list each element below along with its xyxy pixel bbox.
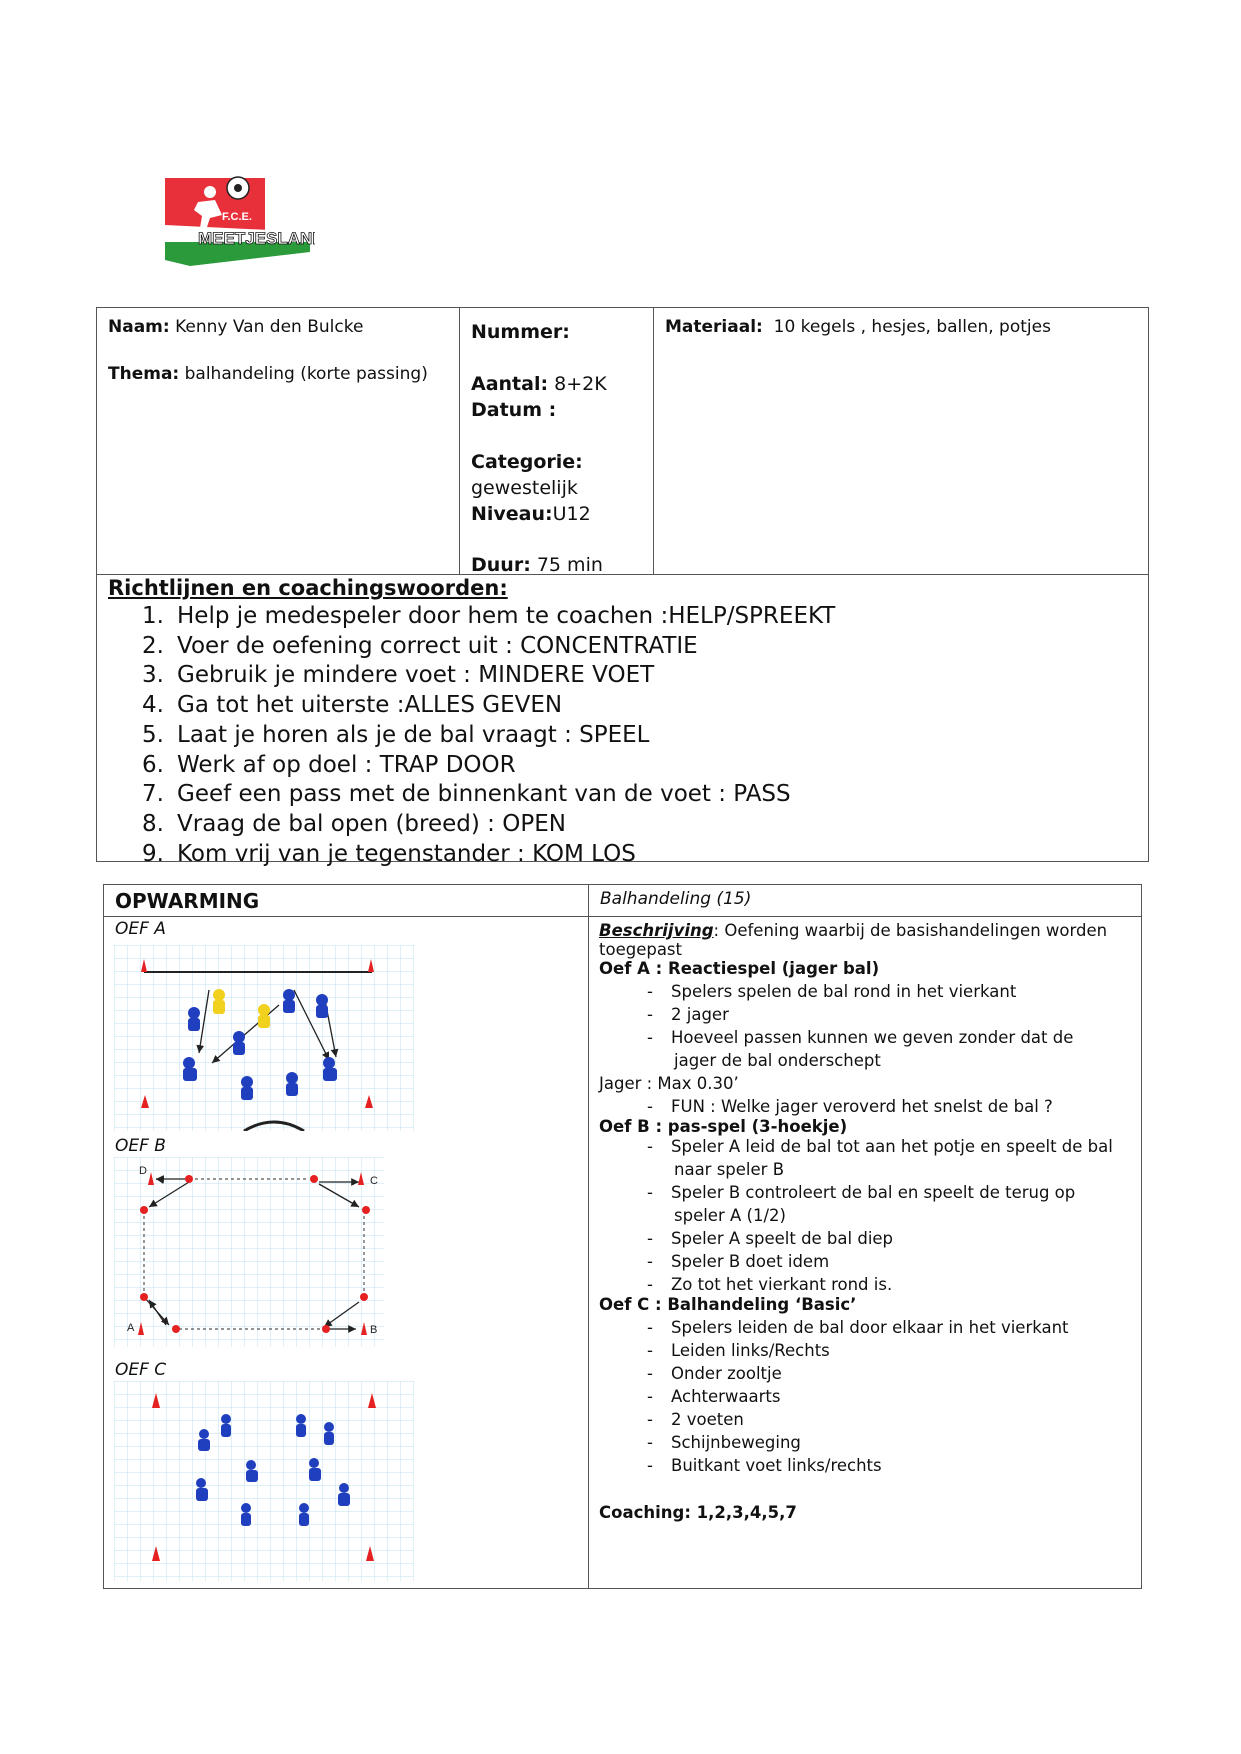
guidelines-title: Richtlijnen en coachingswoorden: [108,576,508,600]
list-item: - Hoeveel passen kunnen we geven zonder dat de [647,1028,1074,1047]
oef-a-title: Oef A : Reactiespel (jager bal) [599,959,880,978]
svg-text:A: A [127,1322,135,1334]
oef-c-title: Oef C : Balhandeling ‘Basic’ [599,1295,857,1314]
diagram-oef-b [114,1157,384,1351]
list-item-cont: jager de bal onderschept [674,1051,881,1070]
diagram-oef-a [114,945,414,1135]
description-intro-cont: toegepast [599,940,682,959]
list-item: - Achterwaarts [647,1387,781,1406]
list-item: 9. Kom vrij van je tegenstander : KOM LOS [142,840,636,867]
list-item: 2. Voer de oefening correct uit : CONCENTRATIE [142,632,698,659]
list-item: - Speler A leid de bal tot aan het potje en speelt de bal [647,1137,1113,1156]
list-item: 1. Help je medespeler door hem te coachen :HELP/SPREEKT [142,603,836,629]
club-logo [160,170,315,270]
warmup-subtitle: Balhandeling (15) [600,889,752,909]
oef-b-title: Oef B : pas-spel (3-hoekje) [599,1117,848,1136]
list-item: 8. Vraag de bal open (breed) : OPEN [142,810,566,837]
categorie-value: gewestelijk [471,477,578,499]
nummer-label: Nummer: [471,321,570,343]
list-item: 7. Geef een pass met de binnenkant van de voet : PASS [142,781,791,808]
coaching-note: Coaching: 1,2,3,4,5,7 [599,1503,797,1522]
session-info-table [96,307,1149,867]
exercise-description [599,919,1134,1524]
list-item: - 2 voeten [647,1410,744,1429]
list-item: - Zo tot het vierkant rond is. [647,1275,893,1294]
jager-note: Jager : Max 0.30’ [599,1074,739,1093]
list-item: - Speler B doet idem [647,1252,830,1271]
oef-a-label: OEF A [115,919,166,939]
list-item: - Buitkant voet links/rechts [647,1456,882,1475]
list-item: - Schijnbeweging [647,1433,801,1452]
oef-c-label: OEF C [115,1360,167,1380]
description-intro: Beschrijving: Oefening waarbij de basishandelingen worden [599,921,1108,940]
list-item: - Spelers leiden de bal door elkaar in het vierkant [647,1318,1069,1337]
materiaal-field: Materiaal: 10 kegels , hesjes, ballen, potjes [665,317,1051,337]
list-item: 3. Gebruik je mindere voet : MINDERE VOET [142,662,655,689]
thema-field: Thema: balhandeling (korte passing) [108,364,428,384]
svg-text:C: C [370,1175,378,1187]
list-item: - Spelers spelen de bal rond in het vierkant [647,982,1017,1001]
svg-text:MEETJESLAND: MEETJESLAND [198,229,315,248]
svg-text:F.C.E.: F.C.E. [222,211,252,223]
diagram-oef-c [114,1381,414,1585]
oef-b-label: OEF B [115,1136,166,1156]
warmup-title: OPWARMING [115,889,260,913]
list-item: 5. Laat je horen als je de bal vraagt : SPEEL [142,721,650,748]
svg-text:B: B [370,1324,378,1336]
list-item: - FUN : Welke jager veroverd het snelst de bal ? [647,1097,1053,1116]
list-item: - Leiden links/Rechts [647,1341,830,1360]
list-item: - Onder zooltje [647,1364,782,1383]
aantal-field: Aantal: 8+2K [471,373,607,395]
duur-field: Duur: 75 min [471,554,603,576]
datum-label: Datum : [471,399,557,421]
categorie-label: Categorie: [471,451,583,473]
list-item: - Speler B controleert de bal en speelt de terug op [647,1183,1076,1202]
list-item: - Speler A speelt de bal diep [647,1229,894,1248]
list-item: - 2 jager [647,1005,729,1024]
list-item-cont: speler A (1/2) [674,1206,786,1225]
list-item-cont: naar speler B [674,1160,785,1179]
guidelines-section [108,574,835,869]
guidelines-list [108,602,835,869]
list-item: 6. Werk af op doel : TRAP DOOR [142,751,516,778]
list-item: 4. Ga tot het uiterste :ALLES GEVEN [142,692,563,719]
naam-field: Naam: Kenny Van den Bulcke [108,317,364,337]
warmup-table [103,884,1142,1589]
niveau-field: Niveau:U12 [471,503,591,525]
svg-text:D: D [139,1165,147,1177]
